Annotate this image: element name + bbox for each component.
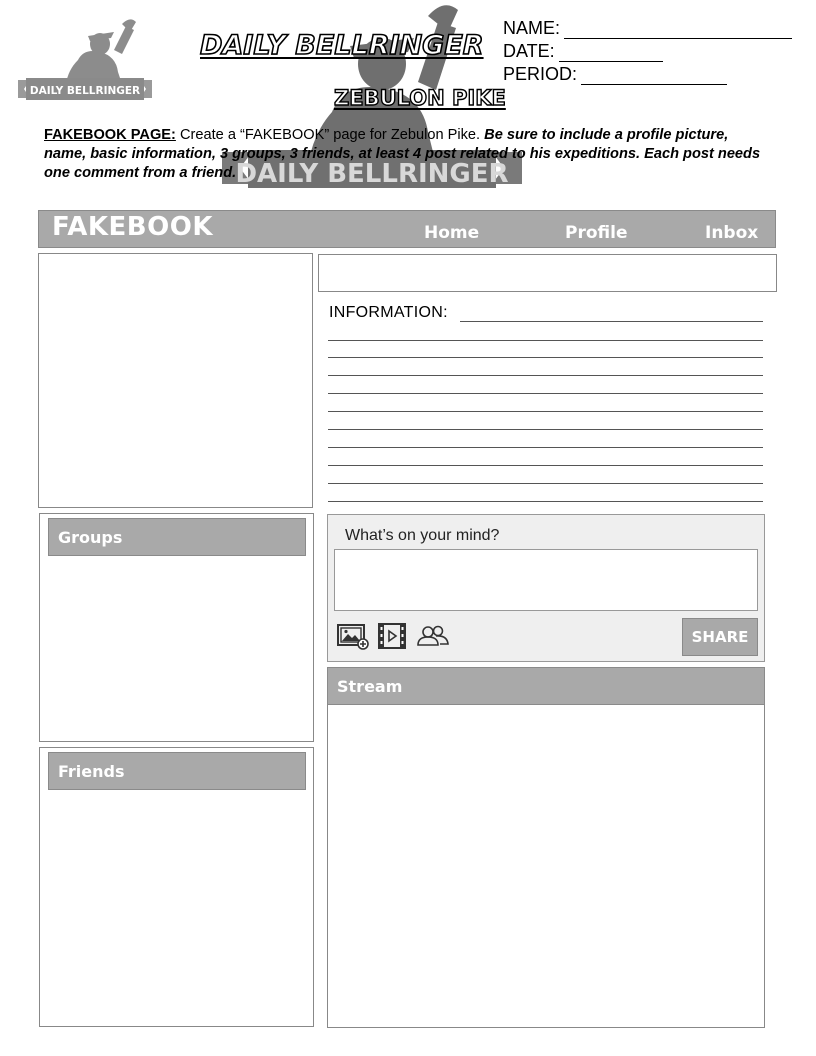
name-blank[interactable] bbox=[564, 20, 792, 39]
fakebook-brand: FAKEBOOK bbox=[52, 212, 213, 242]
information-line[interactable] bbox=[328, 411, 763, 412]
date-label: DATE: bbox=[503, 41, 555, 61]
date-field[interactable] bbox=[503, 41, 663, 62]
composer-prompt: What’s on your mind? bbox=[345, 527, 500, 544]
composer-input[interactable] bbox=[334, 549, 758, 611]
photo-icon[interactable] bbox=[336, 622, 370, 650]
groups-header: Groups bbox=[48, 518, 306, 556]
instructions-lead: FAKEBOOK PAGE: bbox=[44, 127, 176, 143]
profile-picture-box[interactable] bbox=[38, 253, 313, 508]
date-blank[interactable] bbox=[559, 43, 663, 62]
friends-header: Friends bbox=[48, 752, 306, 790]
stream-box[interactable] bbox=[327, 667, 765, 1028]
profile-name-box[interactable] bbox=[318, 254, 777, 292]
page-subtitle: ZEBULON PIKE bbox=[334, 86, 506, 110]
information-line[interactable] bbox=[328, 447, 763, 448]
period-field[interactable] bbox=[503, 64, 727, 85]
daily-bellringer-logo-small bbox=[18, 14, 152, 102]
people-icon[interactable] bbox=[416, 624, 450, 648]
instructions-text: Create a “FAKEBOOK” page for Zebulon Pike. bbox=[175, 127, 485, 143]
logo-small-text: DAILY BELLRINGER bbox=[29, 85, 141, 97]
share-button[interactable]: SHARE bbox=[682, 618, 758, 656]
period-blank[interactable] bbox=[581, 66, 727, 85]
nav-profile[interactable]: Profile bbox=[565, 223, 628, 243]
instructions-emphasis: Be sure to include a profile picture, name, basic information, 3 groups, 3 friends, at least 4 post related to his expeditions. Each post needs one comment from a friend. bbox=[44, 127, 761, 181]
information-label: INFORMATION: bbox=[329, 304, 448, 321]
information-line[interactable] bbox=[328, 483, 763, 484]
nav-inbox[interactable]: Inbox bbox=[705, 223, 759, 243]
video-icon[interactable] bbox=[377, 622, 407, 650]
period-label: PERIOD: bbox=[503, 64, 578, 84]
information-line[interactable] bbox=[328, 357, 763, 358]
name-label: NAME: bbox=[503, 18, 561, 38]
nav-home[interactable]: Home bbox=[424, 223, 480, 243]
logo-watermark-text: DAILY BELLRINGER bbox=[235, 159, 509, 189]
information-line[interactable] bbox=[328, 375, 763, 376]
page-title: DAILY BELLRINGER bbox=[200, 30, 484, 61]
instructions bbox=[44, 126, 774, 183]
information-line[interactable] bbox=[328, 501, 763, 502]
name-field[interactable] bbox=[503, 18, 792, 39]
stream-header: Stream bbox=[327, 667, 765, 705]
information-line[interactable] bbox=[460, 321, 763, 322]
information-line[interactable] bbox=[328, 393, 763, 394]
information-line[interactable] bbox=[328, 465, 763, 466]
information-line[interactable] bbox=[328, 340, 763, 341]
information-line[interactable] bbox=[328, 429, 763, 430]
